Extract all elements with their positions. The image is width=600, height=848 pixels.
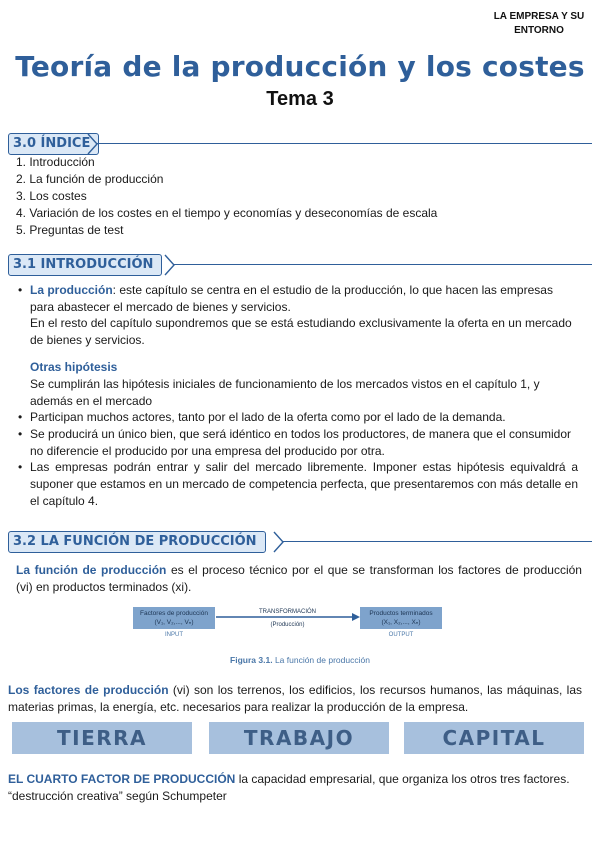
intro-paragraph-2: En el resto del capítulo supondremos que se está estudiando exclusivamente la oferta en un mercado de bienes y servicios. bbox=[30, 316, 572, 347]
subject-label-line1: LA EMPRESA Y SU bbox=[493, 11, 585, 22]
subject-label bbox=[490, 10, 588, 38]
hypothesis-item: Participan muchos actores, tanto por el lado de la oferta como por el lado de la demanda. bbox=[30, 410, 506, 424]
section-header-indice bbox=[8, 133, 592, 155]
figure-caption-text: La función de producción bbox=[274, 655, 370, 665]
index-item: 1. Introducción bbox=[16, 155, 95, 169]
bullet-dot: • bbox=[18, 410, 23, 424]
section-divider bbox=[97, 143, 592, 144]
bullet-dot: • bbox=[18, 283, 23, 297]
chevron-right-icon bbox=[273, 531, 285, 553]
term-cuarto-factor: EL CUARTO FACTOR DE PRODUCCIÓN bbox=[8, 772, 236, 786]
factores-text: (vi) son los terrenos, los edificios, los recursos humanos, las máquinas, las materias primas, la energía, etc. necesarios para realizar la producción de la empresa. bbox=[8, 683, 583, 714]
figure-input-label: INPUT bbox=[165, 632, 183, 638]
factor-trabajo: TRABAJO bbox=[209, 722, 389, 754]
figure-caption bbox=[0, 655, 600, 665]
bullet-dot: • bbox=[18, 460, 23, 474]
figure-transform-label: TRANSFORMACIÓN bbox=[259, 609, 316, 615]
intro-text-1: : este capítulo se centra en el estudio de la producción, lo que hacen las empresas para abastecer el mercado de bienes y servicios. bbox=[30, 283, 553, 314]
intro-paragraph-1 bbox=[30, 282, 580, 316]
figure-input-box bbox=[133, 607, 215, 629]
term-funcion-produccion: La función de producción bbox=[16, 563, 167, 577]
schumpeter-note: “destrucción creativa” según Schumpeter bbox=[8, 789, 227, 803]
section-header-intro bbox=[8, 254, 592, 276]
cuarto-factor-text: la capacidad empresarial, que organiza los otros tres factores. bbox=[235, 772, 570, 786]
section-header-funcion bbox=[8, 531, 592, 553]
funcion-definition-text: es el proceso técnico por el que se transforman los factores de producción (vi) en productos terminados (xi). bbox=[16, 563, 582, 594]
index-item: 3. Los costes bbox=[16, 189, 87, 203]
hypothesis-item: Las empresas podrán entrar y salir del mercado libremente. Imponer estas hipótesis equivaldrá a suponer que estamos en un mercado de competencia perfecta, que presentaremos con más detalle en el capítulo 4. bbox=[30, 460, 578, 508]
index-item: 2. La función de producción bbox=[16, 172, 164, 186]
term-factores: Los factores de producción bbox=[8, 683, 169, 697]
figure-transform-sub: (Producción) bbox=[270, 622, 305, 628]
chevron-right-icon bbox=[164, 254, 176, 276]
figure-output-box bbox=[360, 607, 442, 629]
factor-capital: CAPITAL bbox=[404, 722, 584, 754]
otras-hipotesis-title: Otras hipótesis bbox=[30, 360, 118, 374]
chevron-right-icon bbox=[87, 133, 99, 155]
output-box-line2: (X₁, X₂,..., Xₙ) bbox=[381, 619, 421, 626]
figure-caption-label: Figura 3.1. bbox=[230, 655, 273, 665]
factores-paragraph bbox=[8, 682, 582, 716]
input-box-line2: (V₁, V₂,..., Vₙ) bbox=[154, 619, 194, 626]
input-box-line1: Factores de producción bbox=[140, 610, 208, 617]
bullet-dot: • bbox=[18, 427, 23, 441]
section-label-funcion: 3.2 LA FUNCIÓN DE PRODUCCIÓN bbox=[8, 531, 266, 553]
section-divider bbox=[174, 264, 592, 265]
section-label-indice: 3.0 ÍNDICE bbox=[8, 133, 99, 155]
factor-tierra: TIERRA bbox=[12, 722, 192, 754]
section-divider bbox=[283, 541, 592, 542]
page-title: Teoría de la producción y los costes bbox=[15, 50, 585, 83]
funcion-definition bbox=[16, 562, 582, 596]
index-list bbox=[16, 154, 437, 239]
term-produccion: La producción bbox=[30, 283, 113, 297]
hypothesis-item: Se producirá un único bien, que será idéntico en todos los productores, de manera que el consumidor no diferencie el producido por una empresa del producido por otra. bbox=[30, 427, 572, 458]
page-subtitle: Tema 3 bbox=[266, 88, 334, 110]
output-box-line1: Productos terminados bbox=[369, 610, 433, 617]
arrow-right-icon bbox=[216, 612, 360, 622]
index-item: 5. Preguntas de test bbox=[16, 223, 124, 237]
subject-label-line2: ENTORNO bbox=[514, 25, 564, 36]
otras-hipotesis-text: Se cumplirán las hipótesis iniciales de funcionamiento de los mercados vistos en el capítulo 1, y además en el mercado bbox=[30, 377, 540, 408]
cuarto-factor-paragraph bbox=[8, 771, 582, 788]
index-item: 4. Variación de los costes en el tiempo y economías y deseconomías de escala bbox=[16, 206, 438, 220]
section-label-intro: 3.1 INTRODUCCIÓN bbox=[8, 254, 162, 276]
figure-output-label: OUTPUT bbox=[388, 632, 414, 638]
